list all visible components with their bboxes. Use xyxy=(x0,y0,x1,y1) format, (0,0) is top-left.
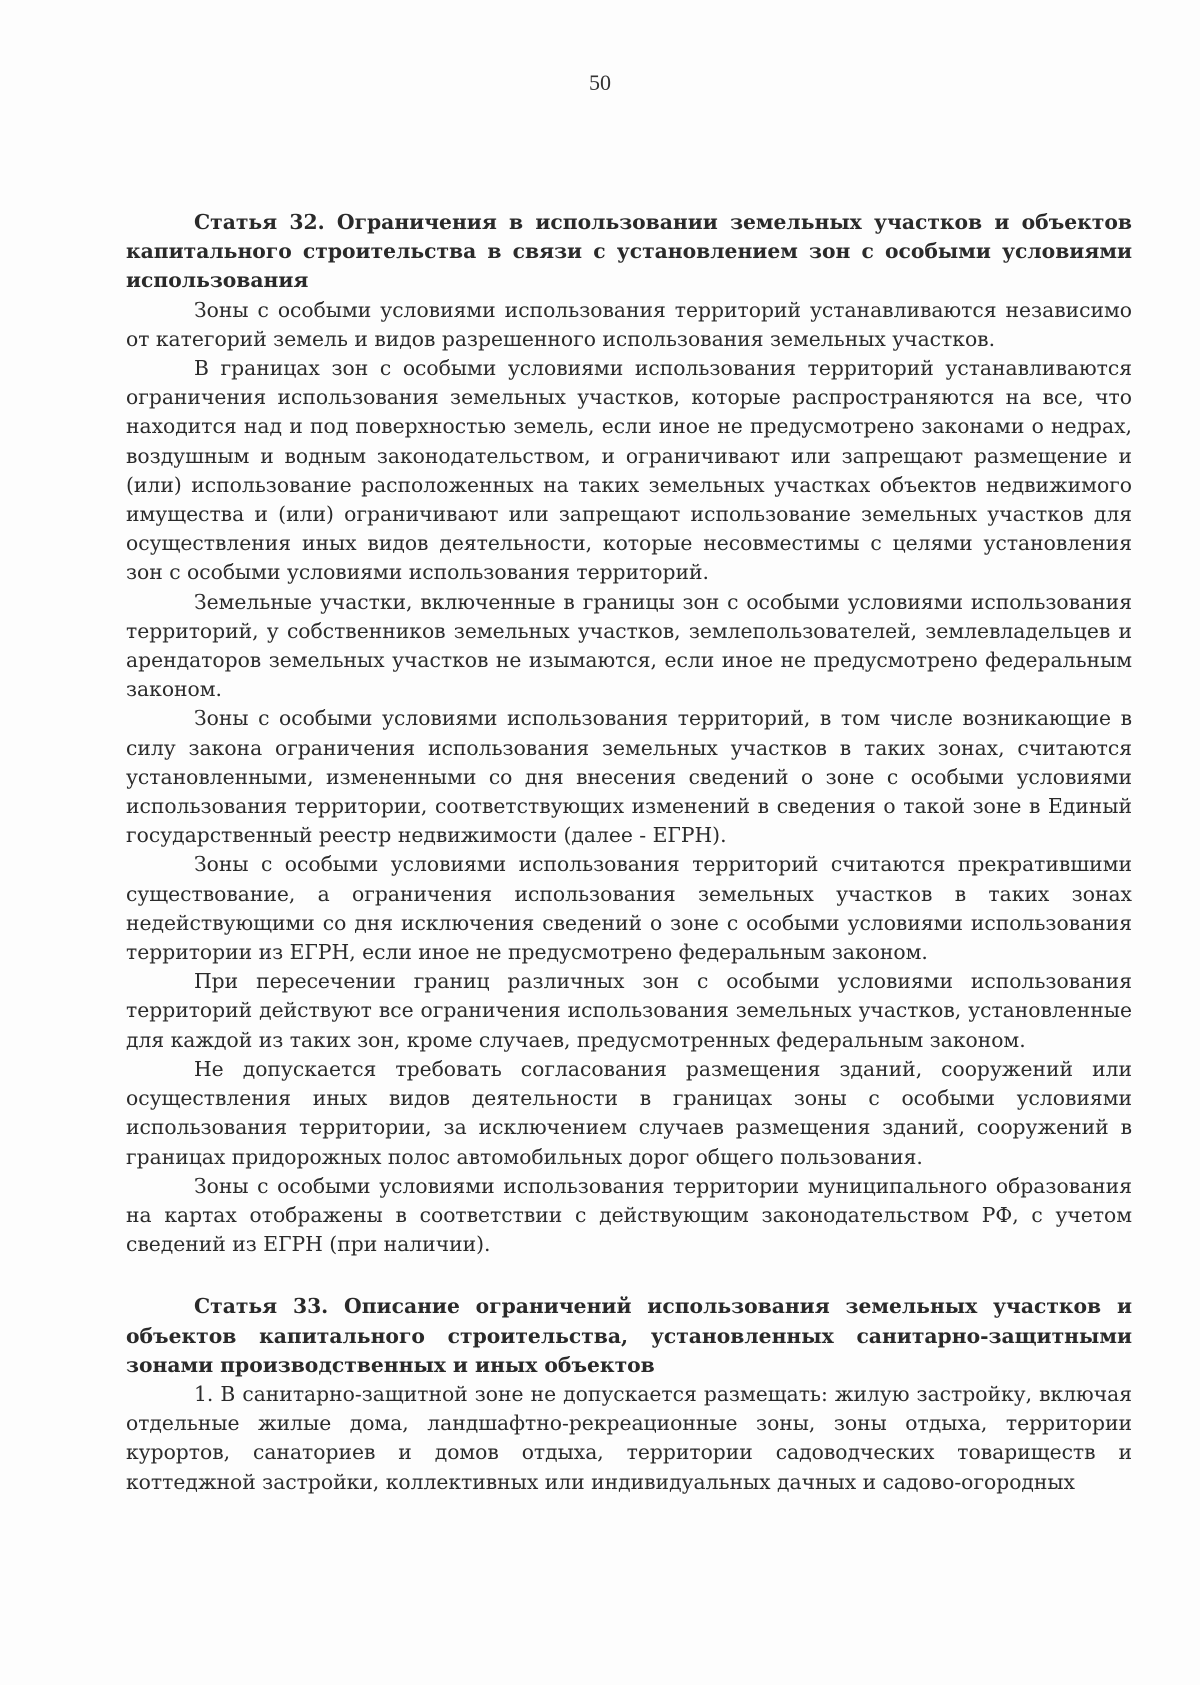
article-32-paragraph-7: Не допускается требовать согласования размещения зданий, сооружений или осуществления иных видов деятельности в границах зоны с особыми условиями использования территории, за исключением случаев размещения зданий, сооружений в границах придорожных полос автомобильных дорог общего пользования. xyxy=(126,1056,1132,1169)
article-32-paragraph-6: При пересечении границ различных зон с особыми условиями использования территорий действуют все ограничения использования земельных участков, установленные для каждой из таких зон, кроме случаев, предусмотренных федеральным законом. xyxy=(126,969,1132,1052)
article-32-paragraph-5: Зоны с особыми условиями использования территорий считаются прекратившими существование, а ограничения использования земельных участков в таких зонах недействующими со дня исключения сведений о зоне с особыми условиями использования территории из ЕГРН, если иное не предусмотрено федеральным законом. xyxy=(126,852,1132,965)
page-number: 50 xyxy=(589,70,611,95)
article-32-paragraph-1: Зоны с особыми условиями использования территорий устанавливаются независимо от категорий земель и видов разрешенного использования земельных участков. xyxy=(126,297,1132,351)
article-32-heading: Статья 32. Ограничения в использовании земельных участков и объектов капитального строительства в связи с установлением зон с особыми условиями использования xyxy=(126,210,1132,293)
article-32-paragraph-8: Зоны с особыми условиями использования территории муниципального образования на картах отображены в соответствии с действующим законодательством РФ, с учетом сведений из ЕГРН (при наличии). xyxy=(126,1173,1132,1257)
article-33-paragraph-1: 1. В санитарно-защитной зоне не допускается размещать: жилую застройку, включая отдельные жилые дома, ландшафтно-рекреационные зоны, зоны отдыха, территории курортов, санаториев и домов отдыха, территории садоводческих товариществ и коттеджной застройки, коллективных или индивидуальных дачных и садово-огородных xyxy=(126,1381,1132,1494)
article-32-paragraph-2: В границах зон с особыми условиями использования территорий устанавливаются ограничения использования земельных участков, которые распространяются на все, что находится над и под поверхностью земель, если иное не предусмотрено законами о недрах, воздушным и водным законодательством, и ограничивают или запрещают размещение и (или) использование расположенных на таких земельных участках объектов недвижимого имущества и (или) ограничивают или запрещают использование земельных участков для осуществления иных видов деятельности, которые несовместимы с целями установления зон с особыми условиями использования территорий. xyxy=(126,356,1132,585)
article-32-paragraph-4: Зоны с особыми условиями использования территорий, в том числе возникающие в силу закона ограничения использования земельных участков в таких зонах, считаются установленными, измененными со дня внесения сведений о зоне с особыми условиями использования территории, соответствующих изменений в сведения о такой зоне в Единый государственный реестр недвижимости (далее - ЕГРН). xyxy=(126,706,1132,848)
article-33-heading: Статья 33. Описание ограничений использования земельных участков и объектов капитального строительства, установленных санитарно-защитными зонами производственных и иных объектов xyxy=(126,1294,1132,1377)
article-32-paragraph-3: Земельные участки, включенные в границы зон с особыми условиями использования территорий, у собственников земельных участков, землепользователей, землевладельцев и арендаторов земельных участков не изымаются, если иное не предусмотрено федеральным законом. xyxy=(126,589,1132,702)
document-body xyxy=(126,208,1132,1497)
